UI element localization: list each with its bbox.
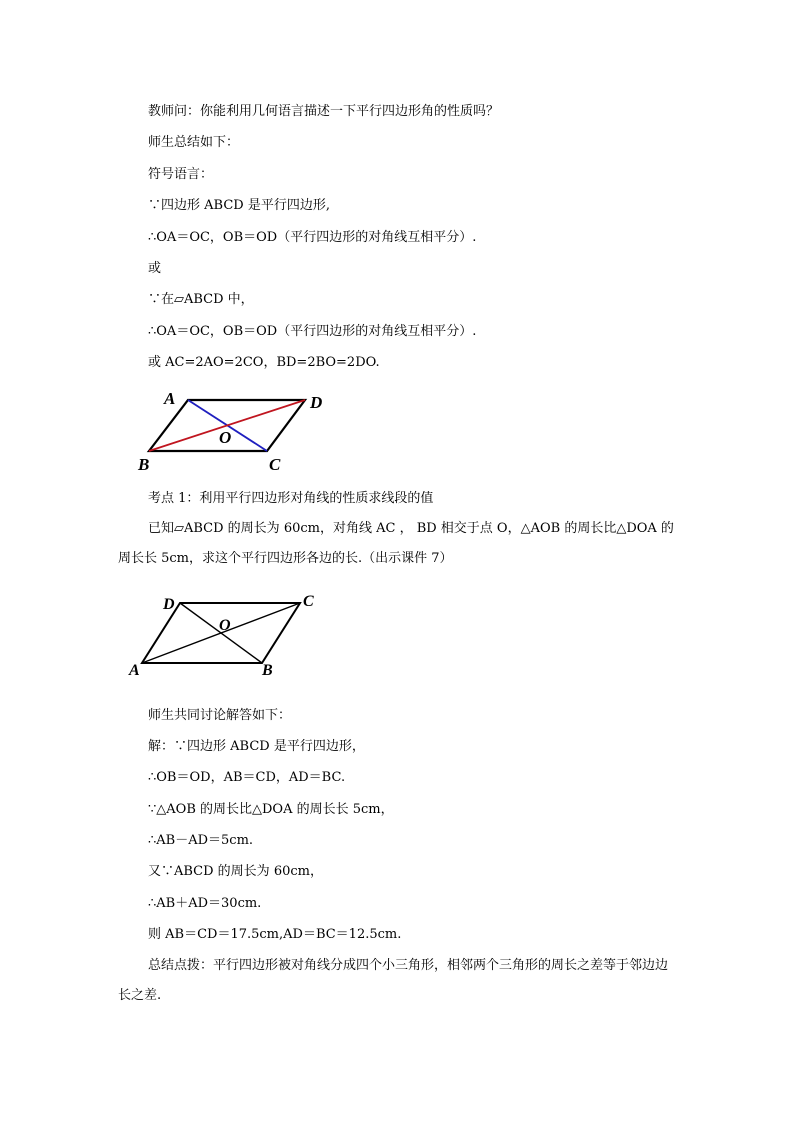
statement-line: 或 [148, 261, 162, 276]
vertex-label-c: C [269, 455, 281, 474]
vertex-label-b: B [262, 662, 273, 679]
solution-line: 解：∵四边形 ABCD 是平行四边形， [148, 739, 365, 754]
solution-line: ∴AB＋AD＝30cm. [148, 896, 262, 911]
statement-line: ∵在▱ABCD 中， [148, 292, 254, 307]
parallelogram-figure-1 [130, 385, 340, 480]
summary-paragraph: 总结点拨：平行四边形被对角线分成四个小三角形，相邻两个三角形的周长之差等于邻边边长之差. [118, 958, 669, 1003]
solution-line: ∴OB＝OD，AB＝CD，AD＝BC. [148, 770, 346, 785]
solution-line: ∵△AOB 的周长比△DOA 的周长长 5cm， [148, 802, 394, 817]
vertex-label-d: D [310, 393, 323, 412]
vertex-label-d: D [163, 596, 175, 613]
discussion-intro: 师生共同讨论解答如下： [148, 708, 292, 723]
problem-statement: 已知▱ABCD 的周长为 60cm，对角线 AC ， BD 相交于点 O，△AOB 的周长比△DOA 的周长长 5cm，求这个平行四边形各边的长.（出示课件 7） [118, 521, 674, 566]
vertex-label-a: A [129, 662, 140, 679]
teacher-question: 教师问：你能利用几何语言描述一下平行四边形角的性质吗？ [148, 104, 500, 119]
statement-line: ∴OA＝OC，OB＝OD（平行四边形的对角线互相平分）. [148, 324, 477, 339]
center-label-o: O [219, 428, 232, 447]
solution-line: 又∵ABCD 的周长为 60cm， [148, 864, 323, 879]
vertex-label-a: A [164, 389, 176, 408]
symbol-language-label: 符号语言： [148, 167, 214, 182]
kaodian-heading: 考点 1：利用平行四边形对角线的性质求线段的值 [148, 491, 434, 506]
solution-line: ∴AB－AD＝5cm. [148, 833, 254, 848]
statement-line: ∵四边形 ABCD 是平行四边形, [148, 198, 330, 213]
statement-line: ∴OA＝OC，OB＝OD（平行四边形的对角线互相平分）. [148, 230, 477, 245]
vertex-label-b: B [138, 455, 150, 474]
parallelogram-figure-2 [125, 588, 340, 683]
center-label-o: O [219, 617, 231, 634]
solution-line: 则 AB＝CD＝17.5cm,AD＝BC＝12.5cm. [148, 927, 402, 942]
summary-intro: 师生总结如下： [148, 135, 240, 150]
vertex-label-c: C [303, 593, 314, 610]
statement-line: 或 AC=2AO=2CO，BD=2BO=2DO. [148, 355, 380, 370]
